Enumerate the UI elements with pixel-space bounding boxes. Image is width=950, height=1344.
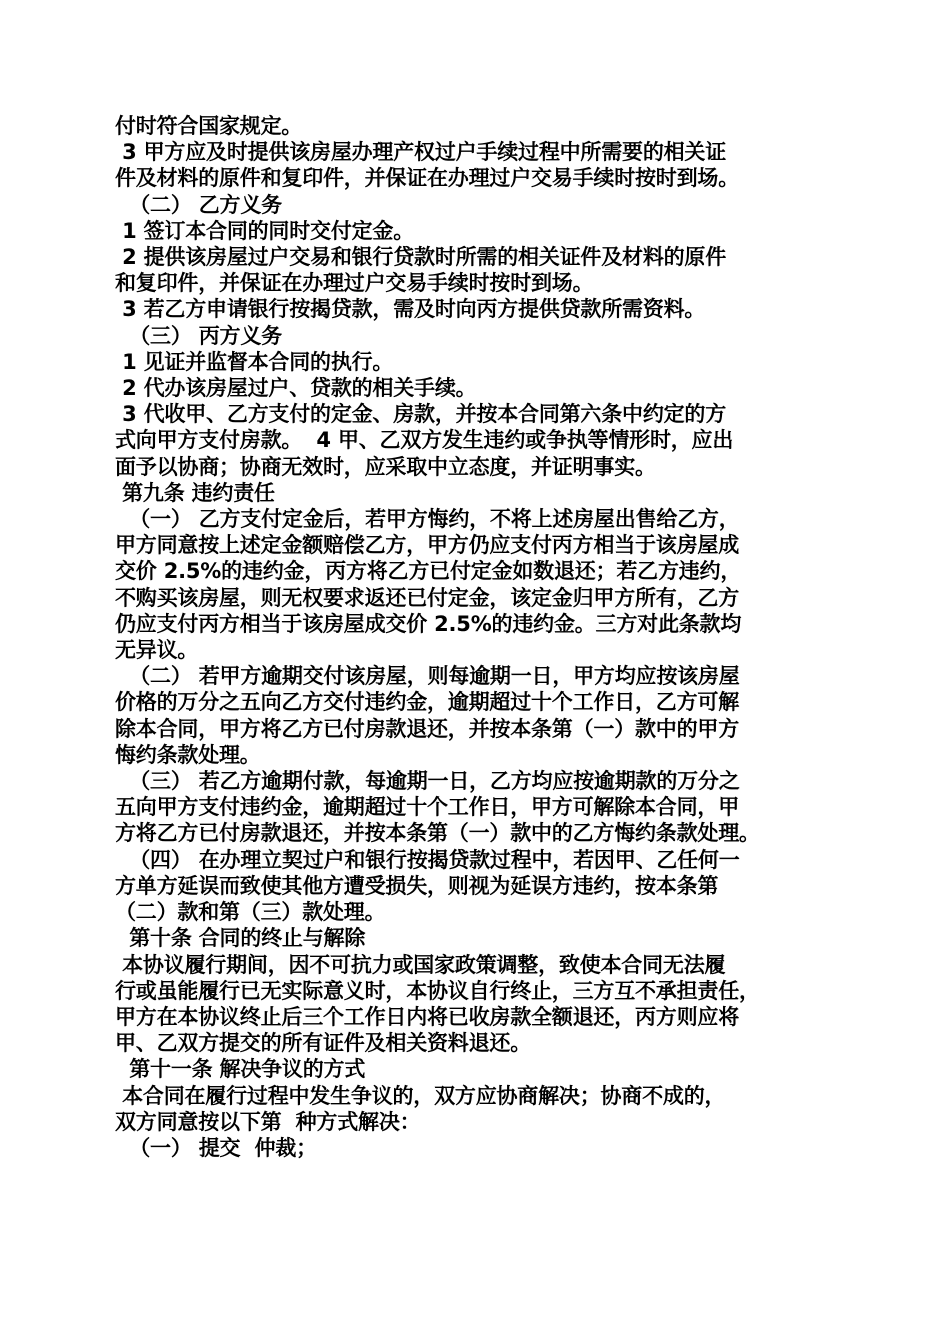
text-line: 方单方延误而致使其他方遭受损失，则视为延误方违约，按本条第	[115, 873, 719, 898]
text-line: 付时符合国家规定。	[115, 114, 303, 138]
text-line: 五向甲方支付违约金，逾期超过十个工作日，甲方可解除本合同，甲	[115, 795, 739, 820]
text-line: 无异议。	[115, 638, 199, 663]
text-line: 本协议履行期间，因不可抗力或国家政策调整，致使本合同无法履	[115, 952, 726, 977]
text-line: 行或虽能履行已无实际意义时，本协议自行终止，三方互不承担责任，	[115, 978, 760, 1003]
text-line: 甲方同意按上述定金额赔偿乙方，甲方仍应支付丙方相当于该房屋成	[115, 533, 739, 558]
text-line: 3 甲方应及时提供该房屋办理产权过户手续过程中所需要的相关证	[115, 140, 727, 165]
article-heading: 第十条 合同的终止与解除	[115, 926, 366, 951]
text-line: 面予以协商；协商无效时，应采取中立态度，并证明事实。	[115, 454, 656, 479]
document-body	[115, 113, 850, 1161]
article-heading: 第九条 违约责任	[115, 480, 275, 505]
text-line: 不购买该房屋，则无权要求返还已付定金，该定金归甲方所有，乙方	[115, 585, 739, 610]
text-line: 交价 2.5%的违约金，丙方将乙方已付定金如数退还；若乙方违约，	[115, 559, 742, 584]
text-line: 3 若乙方申请银行按揭贷款，需及时向丙方提供贷款所需资料。	[115, 297, 706, 322]
text-line: （一） 提交 仲裁；	[115, 1135, 317, 1160]
text-line: 甲方在本协议终止后三个工作日内将已收房款全额退还，丙方则应将	[115, 1004, 739, 1029]
text-line: 和复印件，并保证在办理过户交易手续时按时到场。	[115, 271, 594, 296]
text-line: 本合同在履行过程中发生争议的，双方应协商解决；协商不成的，	[115, 1083, 726, 1108]
text-line: 1 签订本合同的同时交付定金。	[115, 218, 415, 243]
text-line: 3 代收甲、乙方支付的定金、房款，并按本合同第六条中约定的方	[115, 402, 727, 427]
text-line: 1 见证并监督本合同的执行。	[115, 349, 394, 374]
text-line: 仍应支付丙方相当于该房屋成交价 2.5%的违约金。三方对此条款均	[115, 611, 742, 636]
text-line: （四） 在办理立契过户和银行按揭贷款过程中，若因甲、乙任何一	[115, 847, 740, 872]
article-heading: 第十一条 解决争议的方式	[115, 1057, 366, 1082]
section-heading: （三） 丙方义务	[115, 323, 282, 348]
text-line: （二） 若甲方逾期交付该房屋，则每逾期一日，甲方均应按该房屋	[115, 664, 740, 689]
text-line: 2 提供该房屋过户交易和银行贷款时所需的相关证件及材料的原件	[115, 245, 727, 270]
text-line: 方将乙方已付房款退还，并按本条第（一）款中的乙方悔约条款处理。	[115, 821, 760, 846]
section-heading: （二） 乙方义务	[115, 192, 282, 217]
text-line: 件及材料的原件和复印件，并保证在办理过户交易手续时按时到场。	[115, 166, 739, 191]
text-line: （三） 若乙方逾期付款，每逾期一日，乙方均应按逾期款的万分之	[115, 769, 740, 794]
text-line: 价格的万分之五向乙方交付违约金，逾期超过十个工作日，乙方可解	[115, 690, 739, 715]
text-line: 双方同意按以下第 种方式解决：	[115, 1109, 421, 1134]
text-line: 除本合同，甲方将乙方已付房款退还，并按本条第（一）款中的甲方	[115, 716, 739, 741]
text-line: （一） 乙方支付定金后，若甲方悔约，不将上述房屋出售给乙方，	[115, 507, 740, 532]
text-line: 2 代办该房屋过户、贷款的相关手续。	[115, 376, 477, 401]
text-line: 甲、乙双方提交的所有证件及相关资料退还。	[115, 1031, 531, 1056]
text-line: （二）款和第（三）款处理。	[115, 900, 386, 925]
text-line: 悔约条款处理。	[115, 742, 261, 767]
text-line: 式向甲方支付房款。 4 甲、乙双方发生违约或争执等情形时，应出	[115, 428, 734, 453]
